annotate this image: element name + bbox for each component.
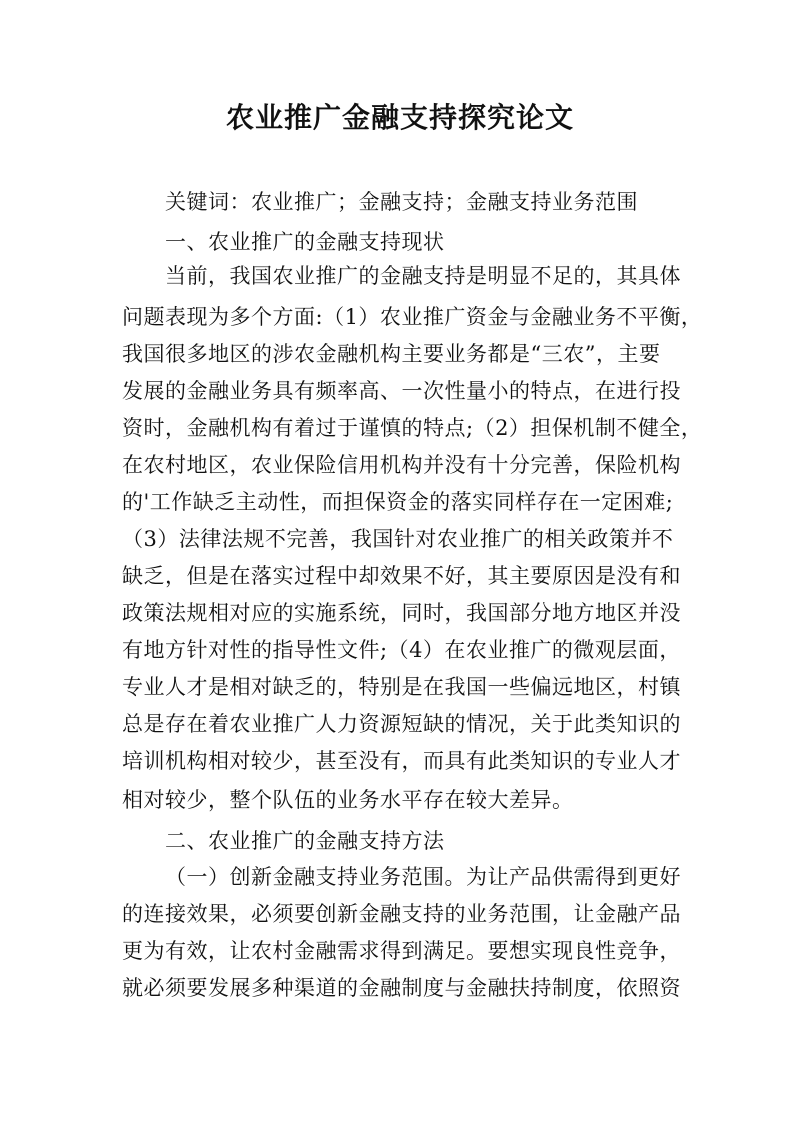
paragraph-2-line-3: 更为有效，让农村金融需求得到满足。要想实现良性竞争， [122, 939, 681, 963]
paragraph-1-line-8: （3）法律法规不完善，我国针对农业推广的相关政策并不 [122, 527, 674, 551]
paragraph-1-line-9: 缺乏，但是在落实过程中却效果不好，其主要原因是没有和 [122, 564, 681, 588]
paragraph-1-line-5: 资时，金融机构有着过于谨慎的特点;（2）担保机制不健全， [122, 416, 703, 440]
paragraph-1-line-1: 当前，我国农业推广的金融支持是明显不足的，其具体 [165, 264, 681, 288]
document-title: 农业推广金融支持探究论文 [225, 101, 574, 134]
paragraph-1-line-12: 专业人才是相对缺乏的，特别是在我国一些偏远地区，村镇 [122, 675, 681, 699]
paragraph-1-line-10: 政策法规相对应的实施系统，同时，我国部分地方地区并没 [122, 601, 681, 625]
paragraph-2-line-4: 就必须要发展多种渠道的金融制度与金融扶持制度，依照资 [122, 976, 681, 1000]
paragraph-1-line-11: 有地方针对性的指导性文件;（4）在农业推广的微观层面， [122, 638, 681, 662]
paragraph-1-line-15: 相对较少，整个队伍的业务水平存在较大差异。 [122, 788, 574, 812]
section-2-heading: 二、农业推广的金融支持方法 [165, 829, 445, 853]
paragraph-1-line-13: 总是存在着农业推广人力资源短缺的情况，关于此类知识的 [122, 712, 681, 736]
paragraph-1-line-3: 我国很多地区的涉农金融机构主要业务都是“三农”，主要 [122, 342, 661, 366]
paragraph-1-line-6: 在农村地区，农业保险信用机构并没有十分完善，保险机构 [122, 453, 681, 477]
paragraph-1-line-7: 的'工作缺乏主动性，而担保资金的落实同样存在一定困难; [122, 490, 674, 514]
section-1-heading: 一、农业推广的金融支持现状 [165, 230, 445, 254]
keywords-line: 关键词：农业推广；金融支持；金融支持业务范围 [165, 190, 638, 214]
paragraph-1-line-2: 问题表现为多个方面:（1）农业推广资金与金融业务不平衡， [122, 305, 703, 329]
paragraph-1-line-4: 发展的金融业务具有频率高、一次性量小的特点，在进行投 [122, 379, 681, 403]
paragraph-1-line-14: 培训机构相对较少，甚至没有，而具有此类知识的专业人才 [122, 749, 681, 773]
paragraph-2-line-2: 的连接效果，必须要创新金融支持的业务范围，让金融产品 [122, 902, 681, 926]
paragraph-2-line-1: （一）创新金融支持业务范围。为让产品供需得到更好 [165, 865, 681, 889]
